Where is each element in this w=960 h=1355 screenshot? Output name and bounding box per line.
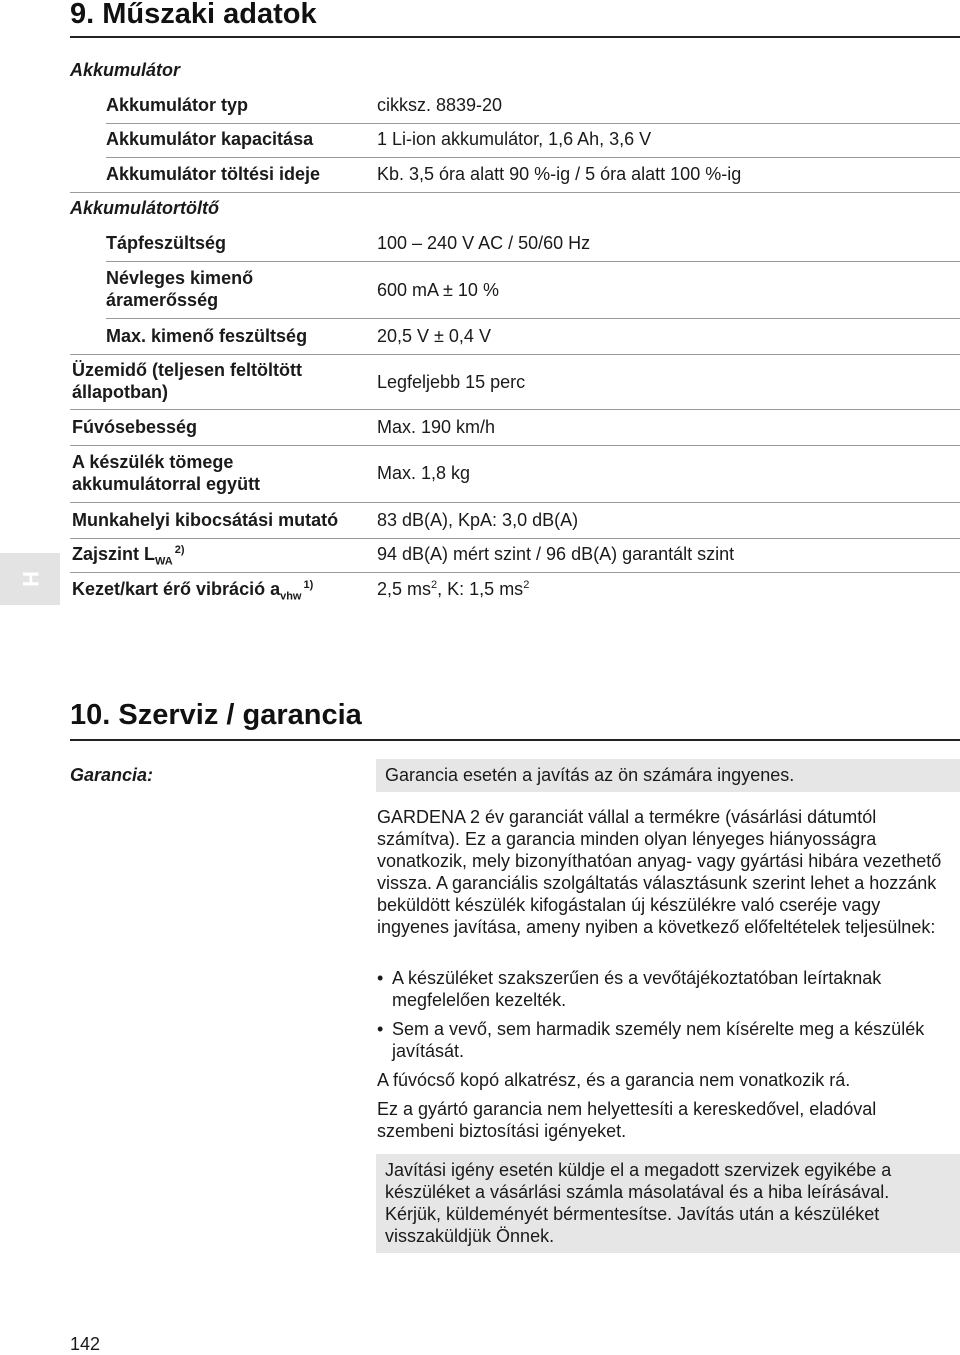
runtime-value: Legfeljebb 15 perc <box>377 372 526 392</box>
charge-time-value: Kb. 3,5 óra alatt 90 %-ig / 5 óra alatt 100 %-ig <box>377 164 742 184</box>
row-divider <box>70 354 960 355</box>
row-divider <box>106 261 960 262</box>
weight-value: Max. 1,8 kg <box>377 463 471 483</box>
vibration-footnote: 1) <box>303 579 314 591</box>
blow-speed-value: Max. 190 km/h <box>377 417 496 437</box>
max-voltage-label: Max. kimenő feszültség <box>106 326 308 346</box>
row-divider <box>70 445 960 446</box>
capacity-value: 1 Li-ion akkumulátor, 1,6 Ah, 3,6 V <box>377 129 652 149</box>
noise-level-value: 94 dB(A) mért szint / 96 dB(A) garantált szint <box>377 544 735 564</box>
noise-level-footnote: 2) <box>174 544 185 556</box>
battery-type-value: cikksz. 8839-20 <box>377 95 503 115</box>
language-side-tab <box>0 553 60 605</box>
weight-label-line1: A készülék tömege <box>72 452 234 472</box>
weight-label-line2: akkumulátorral együtt <box>72 474 261 494</box>
title-rule <box>70 36 960 38</box>
warranty-label: Garancia: <box>70 765 154 785</box>
rated-current-label-line1: Névleges kimenő <box>106 268 254 288</box>
emission-value: 83 dB(A), KpA: 3,0 dB(A) <box>377 510 579 530</box>
warranty-condition-1: • A készüléket szakszerűen és a vevőtájékoztatóban leírtaknak megfelelően kezelték. <box>377 967 952 1011</box>
charge-time-label: Akkumulátor töltési ideje <box>106 164 321 184</box>
runtime-label-line2: állapotban) <box>72 382 169 402</box>
language-side-tab-label: H <box>17 571 43 587</box>
noise-level-label-text: Zajszint L <box>72 544 156 564</box>
vibration-value-exp-b: 2 <box>523 579 530 591</box>
max-voltage-value: 20,5 V ± 0,4 V <box>377 326 491 346</box>
runtime-label-line1: Üzemidő (teljesen feltöltött <box>72 360 303 380</box>
section-title-technical-data: 9. Műszaki adatok <box>70 0 317 30</box>
row-divider <box>70 572 960 573</box>
vibration-value-a: 2,5 ms <box>377 579 432 599</box>
vibration-value-exp-a: 2 <box>431 579 438 591</box>
vibration-label <box>72 578 314 603</box>
warranty-paragraph-3: Ez a gyártó garancia nem helyettesíti a kereskedővel, eladóval szembeni biztosítási igényeket. <box>377 1099 877 1141</box>
group-heading-charger: Akkumulátortöltő <box>70 198 220 218</box>
row-divider <box>106 123 960 124</box>
rated-current-value: 600 mA ± 10 % <box>377 280 499 300</box>
warranty-condition-2: • Sem a vevő, sem harmadik személy nem kísérelte meg a készülék javítását. <box>377 1018 952 1062</box>
noise-level-subscript: WA <box>155 555 173 568</box>
supply-voltage-label: Tápfeszültség <box>106 233 227 253</box>
warranty-highlight-text: Garancia esetén a javítás az ön számára ingyenes. <box>385 765 795 785</box>
page-number: 142 <box>70 1334 101 1354</box>
warranty-conditions-list <box>377 967 952 1069</box>
emission-label: Munkahelyi kibocsátási mutató <box>72 510 339 530</box>
repair-instructions-text: Javítási igény esetén küldje el a megadott szervizek egyikébe a készüléket a vásárlási számla másolatával és a hiba leírásával. Kérjük, küldeményét bérmentesítse. Javítás után a készüléket visszaküldjük Önnek. <box>385 1160 892 1246</box>
row-divider <box>106 318 960 319</box>
noise-level-label <box>72 543 185 568</box>
vibration-subscript: vhw <box>280 590 302 603</box>
row-divider <box>70 538 960 539</box>
row-divider <box>70 502 960 503</box>
battery-type-label: Akkumulátor typ <box>106 95 249 115</box>
group-heading-battery: Akkumulátor <box>70 60 181 80</box>
rated-current-label-line2: áramerősség <box>106 290 219 310</box>
vibration-label-text: Kezet/kart érő vibráció a <box>72 579 281 599</box>
section-title-service-warranty: 10. Szerviz / garancia <box>70 699 362 731</box>
blow-speed-label: Fúvósebesség <box>72 417 198 437</box>
warranty-paragraph-2: A fúvócső kopó alkatrész, és a garancia nem vonatkozik rá. <box>377 1070 851 1090</box>
row-divider <box>70 192 960 193</box>
row-divider <box>106 157 960 158</box>
row-divider <box>70 409 960 410</box>
vibration-value <box>377 578 529 600</box>
supply-voltage-value: 100 – 240 V AC / 50/60 Hz <box>377 233 591 253</box>
warranty-paragraph-1: GARDENA 2 év garanciát vállal a termékre (vásárlási dátumtól számítva). Ez a garancia minden olyan lényeges hiányosságra vonatkozik, mely bizonyíthatóan anyag- vagy gyártási hibára vezethető vissza. A garanciális szolgáltatás választásunk szerint lehet a hozzánk beküldött készülék kifogástalan új készülékre való cseréje vagy ingyenes javítása, ameny nyiben a következő előfeltételek teljesülnek: <box>377 807 942 937</box>
title-rule <box>70 739 960 741</box>
capacity-label: Akkumulátor kapacitása <box>106 129 314 149</box>
vibration-value-b: , K: 1,5 ms <box>437 579 524 599</box>
